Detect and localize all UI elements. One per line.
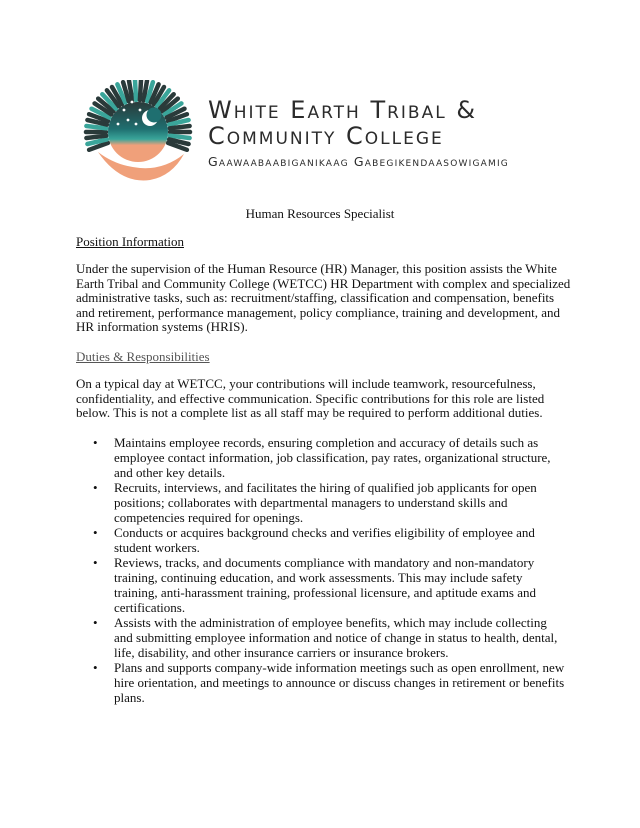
logo-ray [135,80,136,100]
bullet-icon: • [93,660,98,675]
logo-ray [170,126,190,128]
star-icon [135,123,138,126]
duty-text: Conducts or acquires background checks and verifies eligibility of employee and student workers. [114,525,535,555]
bullet-icon: • [93,435,98,450]
bullet-icon: • [93,555,98,570]
college-logo-icon [80,80,204,190]
duty-item [76,555,568,615]
college-logo [80,80,560,190]
logo-name-line1: White Earth Tribal & [208,96,478,124]
duty-item [76,435,568,480]
duty-text: Plans and supports company-wide information meetings such as open enrollment, new hire orientation, and meetings to announce or discuss changes in retirement or benefits plans. [114,660,565,705]
position-information-text: Under the supervision of the Human Resource (HR) Manager, this position assists the White Earth Tribal and Community College (WETCC) HR Department with complex and specialized administrative tasks, such as: recruitment/staffing, classification and compensation, benefits and retirement, performance management, policy compliance, training and development, and HR information systems (HRIS). [76,261,571,335]
logo-ray [140,80,141,100]
duty-item [76,615,568,660]
duty-text: Maintains employee records, ensuring completion and accuracy of details such as employee contact information, job classification, pay rates, organizational structure, and other key details. [114,435,551,480]
duty-text: Recruits, interviews, and facilitates the hiring of qualified job applicants for open positions; collaborates with departmental managers to understand skills and competencies required for openings. [114,480,537,525]
logo-ray [86,136,106,138]
document-title: Human Resources Specialist [245,206,395,221]
position-information-heading: Position Information [76,234,184,249]
star-icon [139,109,142,112]
logo-ray [170,136,190,138]
logo-name-line2: Community College [208,122,444,150]
star-icon [117,123,120,126]
duty-item [76,525,568,555]
star-icon [123,109,126,112]
duty-item [76,480,568,525]
duty-text: Reviews, tracks, and documents compliance with mandatory and non-mandatory training, continuing education, and work assessments. This may include safety training, anti-harassment training, professional licensure, and aptitude exams and certifications. [114,555,537,615]
star-icon [127,119,130,122]
bullet-icon: • [93,525,98,540]
bullet-icon: • [93,615,98,630]
bullet-icon: • [93,480,98,495]
logo-name-ojibwe: Gaawaabaabiganikaag Gabegikendaasowigamig [208,154,509,169]
duty-text: Assists with the administration of employee benefits, which may include collecting and submitting employee information and notice of change in status to health, dental, life, disability, and other insurance carriers or insurance brokers. [114,615,558,660]
duties-intro-text: On a typical day at WETCC, your contributions will include teamwork, resourcefulness, confidentiality, and effective communication. Specific contributions for this role are listed below. This is not a complete list as all staff may be required to perform additional duties. [76,376,545,421]
duty-item [76,660,568,705]
star-icon [131,101,134,104]
logo-ray [86,126,106,128]
duties-heading: Duties & Responsibilities [76,349,210,364]
duties-list [76,435,568,705]
